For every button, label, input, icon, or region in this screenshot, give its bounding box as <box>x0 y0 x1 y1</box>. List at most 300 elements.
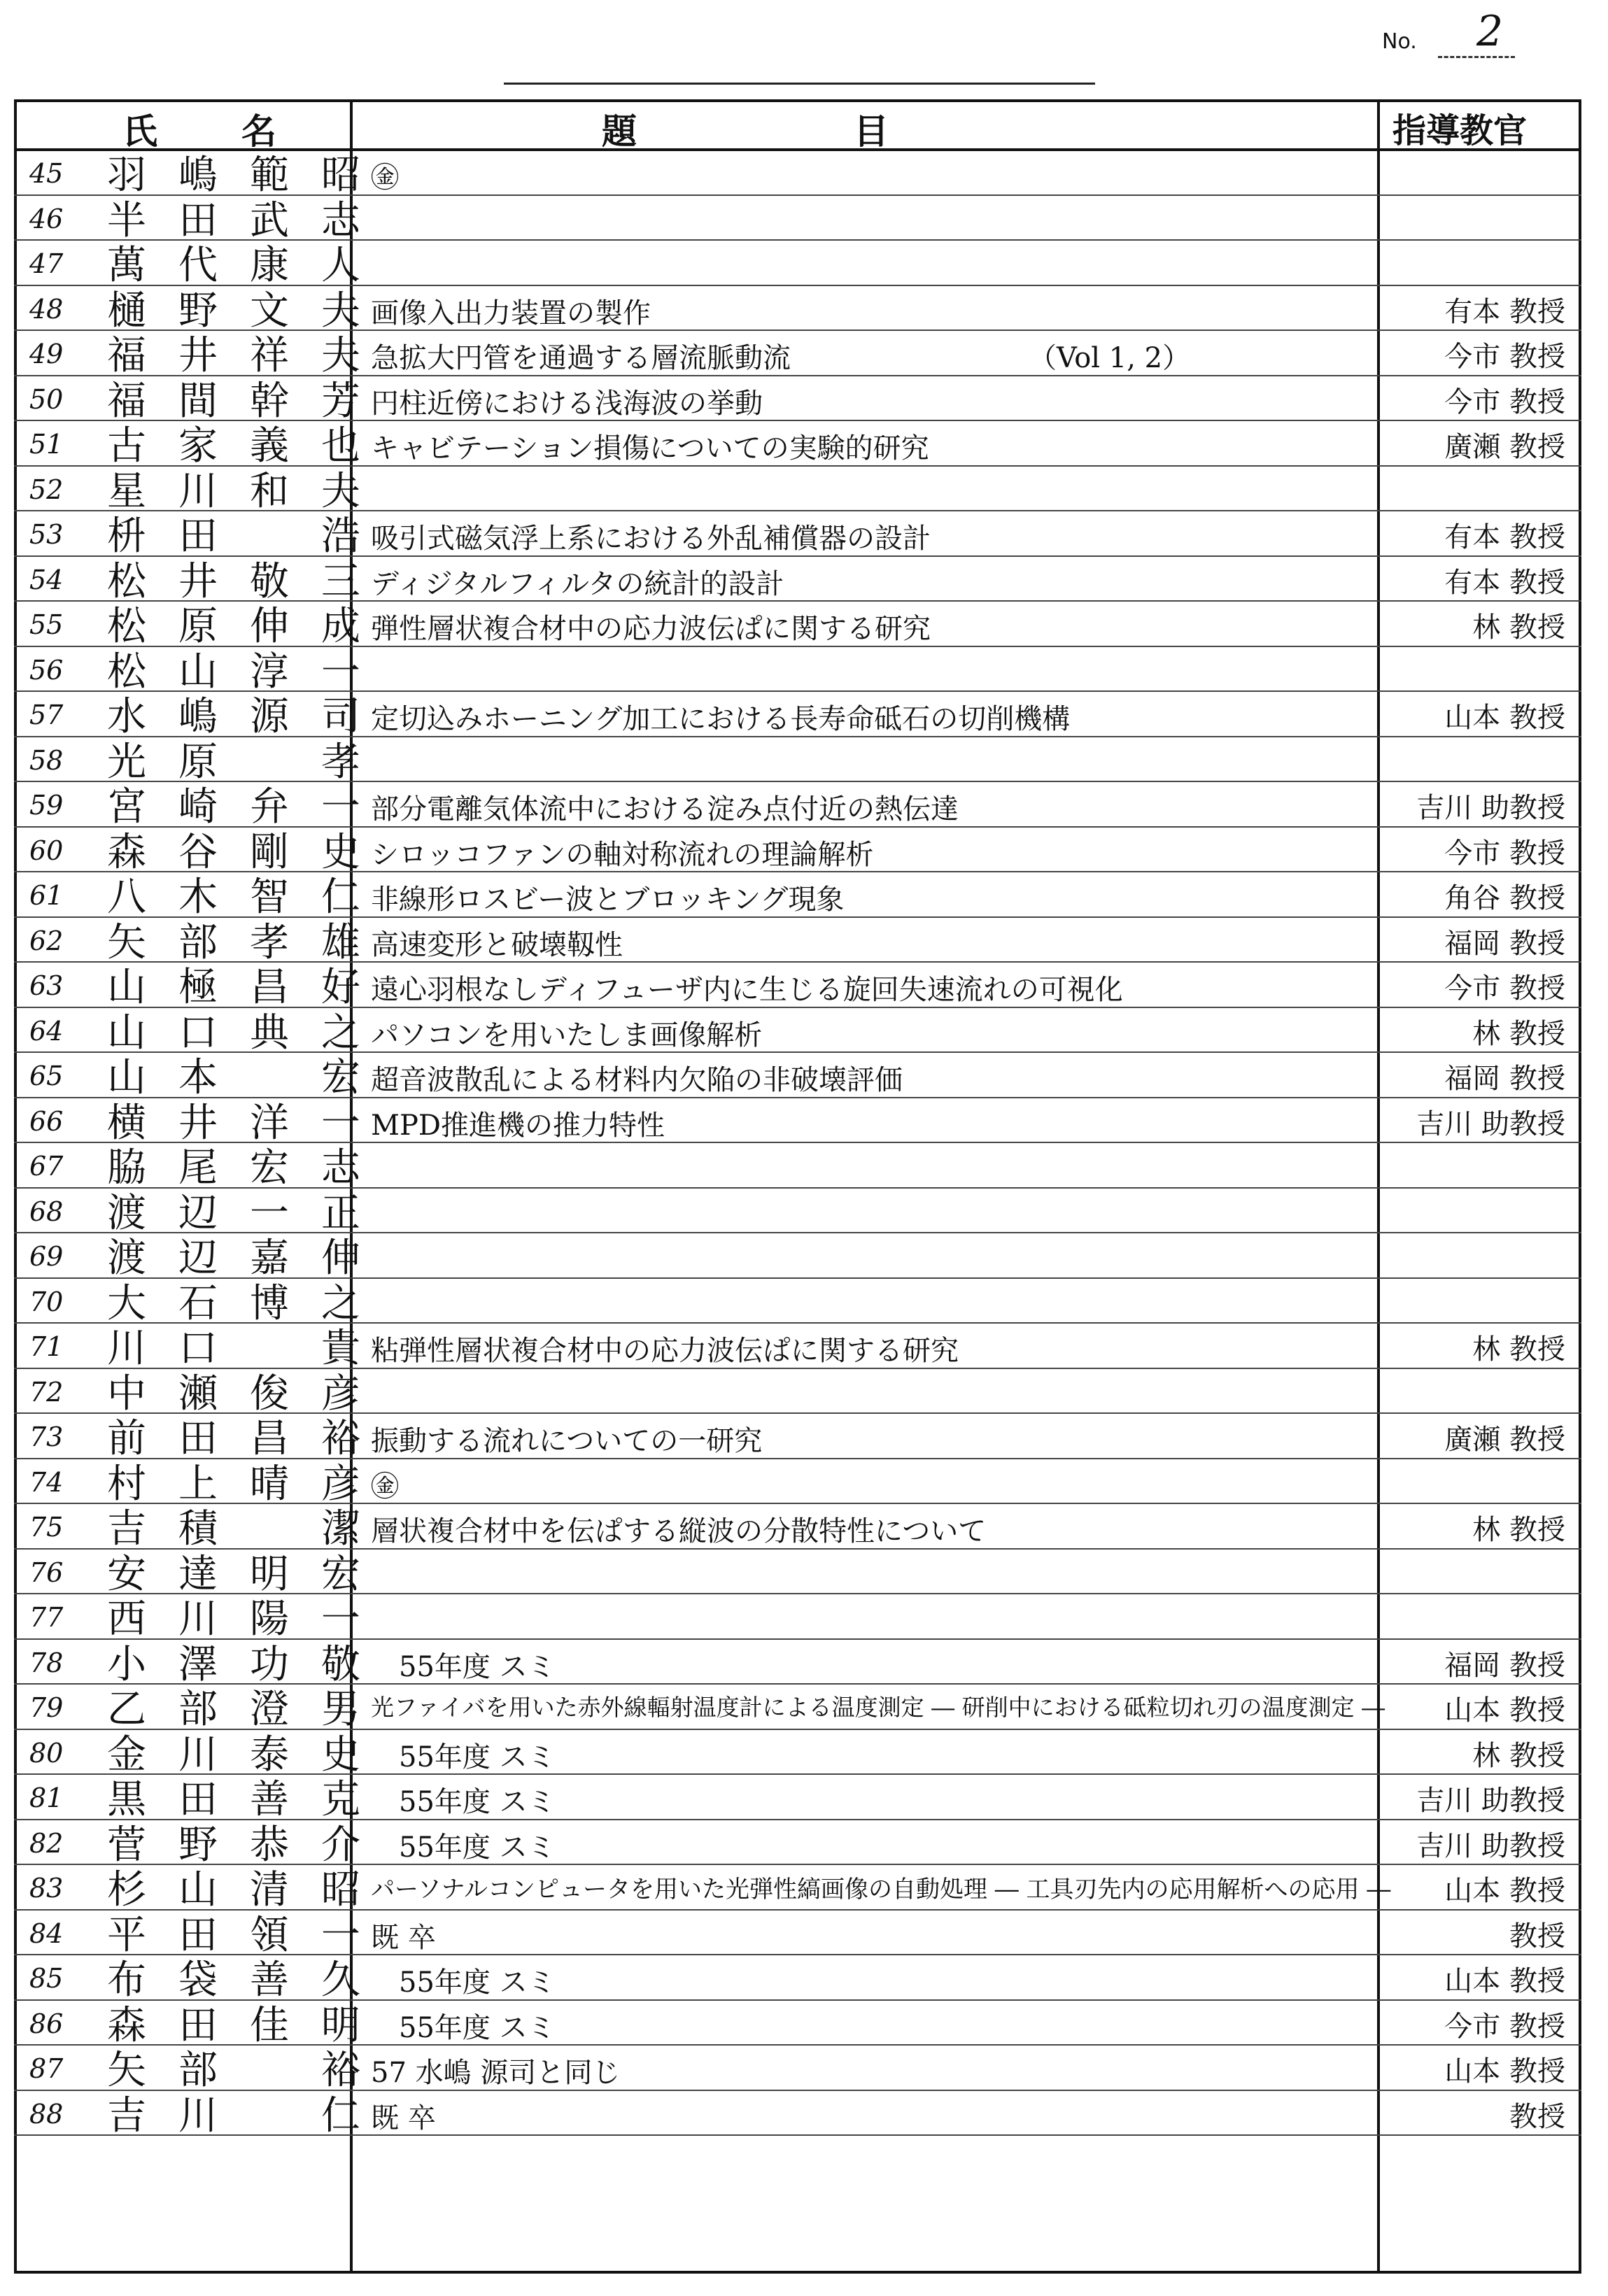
advisor: 今市 教授 <box>1444 2010 1565 2043</box>
advisor: 福岡 教授 <box>1444 1649 1565 1682</box>
advisor: 角谷 教授 <box>1444 882 1565 914</box>
name-char: 川 <box>178 2092 219 2139</box>
thesis-title: シロッコファンの軸対称流れの理論解析 <box>371 838 874 871</box>
row-number: 50 <box>29 383 64 415</box>
name-char: 典 <box>250 1009 290 1056</box>
student-name <box>105 1007 364 1056</box>
row-number: 48 <box>29 293 64 325</box>
name-char: 崎 <box>178 784 219 830</box>
name-char: 吉 <box>107 1506 148 1552</box>
student-name <box>105 330 364 378</box>
row-number: 87 <box>29 2053 64 2084</box>
name-char: 古 <box>107 423 148 469</box>
thesis-title: MPD推進機の推力特性 <box>371 1109 665 1142</box>
name-char: 嘉 <box>250 1235 290 1281</box>
thesis-title: パーソナルコンピュータを用いた光弾性縞画像の自動処理 ― 工具刃先内の応用解析への応用 ― <box>371 1876 1391 1904</box>
table-row <box>14 1142 1581 1191</box>
table-row <box>14 2045 1581 2093</box>
name-char: 夫 <box>321 468 362 514</box>
student-name <box>105 1864 364 1913</box>
page-number-label: No. <box>1382 29 1417 54</box>
name-char: 川 <box>178 468 219 514</box>
name-char: 光 <box>107 739 148 785</box>
thesis-title: 振動する流れについての一研究 <box>371 1425 763 1457</box>
row-number: 81 <box>29 1783 64 1813</box>
name-char: 石 <box>178 1280 219 1326</box>
thesis-title: 光ファイバを用いた赤外線輻射温度計による温度測定 ― 研削中における砥粒切れ刃の温度測定 ― <box>371 1694 1385 1721</box>
name-char: 口 <box>178 1009 219 1056</box>
name-char: 川 <box>178 1596 219 1642</box>
name-char: 間 <box>178 378 219 424</box>
row-number: 84 <box>29 1918 64 1949</box>
table-row <box>14 1684 1581 1732</box>
thesis-title: 既 卒 <box>371 1921 436 1954</box>
name-char: 一 <box>321 649 362 695</box>
header-title-right: 目 <box>854 111 889 152</box>
name-char: 人 <box>321 243 362 288</box>
advisor: 今市 教授 <box>1444 837 1565 870</box>
thesis-title <box>371 1284 1392 1323</box>
name-char: 脇 <box>107 1145 148 1191</box>
advisor <box>1396 1463 1578 1503</box>
thesis-title: パソコンを用いたしま画像解析 <box>371 1019 763 1051</box>
name-char: 伸 <box>321 1235 362 1281</box>
name-char: 尾 <box>178 1145 219 1191</box>
header-name-right: 名 <box>241 111 276 152</box>
thesis-title: 55年度 スミ <box>371 1967 556 1999</box>
name-char: 宮 <box>107 784 148 830</box>
name-char: 矢 <box>107 2048 148 2093</box>
row-number: 60 <box>29 835 64 866</box>
name-char: 原 <box>178 604 219 649</box>
table-row <box>14 2000 1581 2046</box>
student-name <box>105 511 364 559</box>
name-char: 菅 <box>107 1822 148 1868</box>
name-char: 敬 <box>321 1641 362 1687</box>
row-number: 82 <box>29 1827 64 1859</box>
row-number: 76 <box>29 1557 64 1588</box>
thesis-title: 既 卒 <box>371 2102 436 2134</box>
name-char: 成 <box>321 604 362 649</box>
name-char: 浩 <box>321 513 362 559</box>
name-char: 松 <box>107 649 148 695</box>
name-char: 敬 <box>250 558 290 604</box>
name-char: 祥 <box>250 333 290 378</box>
name-char: 山 <box>178 649 219 695</box>
advisor: 今市 教授 <box>1444 341 1565 373</box>
advisor: 林 教授 <box>1472 1017 1565 1050</box>
row-number: 66 <box>29 1105 64 1137</box>
advisor: 林 教授 <box>1472 1739 1565 1772</box>
advisor <box>1396 1598 1578 1638</box>
row-number: 70 <box>29 1286 64 1317</box>
name-char: 之 <box>321 1009 362 1056</box>
name-char: 弁 <box>250 784 290 830</box>
name-char: 田 <box>178 197 219 243</box>
name-char: 福 <box>107 378 148 424</box>
table-row <box>14 2090 1581 2139</box>
row-number: 67 <box>29 1151 64 1182</box>
name-char: 吉 <box>107 2092 148 2139</box>
name-char: 中 <box>107 1370 148 1417</box>
student-name <box>105 781 364 830</box>
name-char: 潔 <box>321 1506 362 1552</box>
student-name <box>105 1910 364 1958</box>
row-number: 57 <box>29 700 64 730</box>
advisor: 林 教授 <box>1472 1333 1565 1366</box>
page-number: 2 <box>1476 7 1504 56</box>
name-char: 井 <box>178 1100 219 1146</box>
student-name <box>105 195 364 243</box>
name-char: 黒 <box>107 1777 148 1822</box>
table-row <box>14 1639 1581 1685</box>
table-row <box>14 601 1581 649</box>
student-name <box>105 1368 364 1417</box>
name-char: 松 <box>107 604 148 649</box>
advisor: 吉川 助教授 <box>1416 792 1565 824</box>
table-row <box>14 1594 1581 1642</box>
student-name <box>105 1639 364 1687</box>
name-char: 袋 <box>178 1957 219 2003</box>
advisor <box>1396 1192 1578 1233</box>
name-char: 積 <box>178 1506 219 1552</box>
thesis-title: 粘弾性層状複合材中の応力波伝ぱに関する研究 <box>371 1335 959 1367</box>
student-name <box>105 1774 364 1822</box>
name-char: 横 <box>107 1100 148 1146</box>
name-char: 也 <box>321 423 362 469</box>
student-name <box>105 1549 364 1597</box>
student-name <box>105 737 364 785</box>
name-char: 本 <box>178 1055 219 1100</box>
name-char: 星 <box>107 468 148 514</box>
name-char: 昌 <box>250 965 290 1010</box>
name-char: 布 <box>107 1957 148 2003</box>
thesis-title <box>371 1374 1392 1413</box>
name-char: 佳 <box>250 2002 290 2048</box>
name-char: 杉 <box>107 1867 148 1913</box>
row-number: 61 <box>29 880 64 911</box>
row-number: 69 <box>29 1241 64 1272</box>
name-char: 文 <box>250 288 290 334</box>
row-number: 79 <box>29 1692 64 1723</box>
row-number: 45 <box>29 158 64 189</box>
name-char: 達 <box>178 1551 219 1597</box>
name-char: 伸 <box>250 604 290 649</box>
table-row <box>14 691 1581 737</box>
row-number: 62 <box>29 925 64 956</box>
student-name <box>105 1098 364 1146</box>
table-row <box>14 1007 1581 1056</box>
thesis-title: 非線形ロスビー波とブロッキング現象 <box>371 884 845 916</box>
name-char: 渡 <box>107 1235 148 1281</box>
table-row <box>14 1729 1581 1778</box>
header-advisor: 指導教官 <box>1392 111 1528 150</box>
name-char: 辺 <box>178 1190 219 1236</box>
name-char: 彦 <box>321 1461 362 1507</box>
name-char: 一 <box>321 1596 362 1642</box>
thesis-title: 超音波散乱による材料内欠陥の非破壊評価 <box>371 1064 903 1096</box>
name-char: 枡 <box>107 513 148 559</box>
name-char: 好 <box>321 965 362 1010</box>
name-char: 昭 <box>321 1867 362 1913</box>
row-number: 83 <box>29 1873 64 1904</box>
table-row <box>14 1549 1581 1597</box>
student-name <box>105 691 364 739</box>
student-name <box>105 466 364 514</box>
thesis-title: 55年度 スミ <box>371 1741 556 1773</box>
thesis-title <box>371 742 1392 781</box>
name-char: 之 <box>321 1280 362 1326</box>
name-char: 田 <box>178 513 219 559</box>
name-char: 一 <box>250 1190 290 1236</box>
table-row <box>14 1233 1581 1281</box>
name-char: 田 <box>178 1777 219 1822</box>
name-char: 夫 <box>321 333 362 378</box>
name-char: 淳 <box>250 649 290 695</box>
thesis-title: 画像入出力装置の製作 <box>371 297 651 329</box>
row-number: 56 <box>29 654 64 686</box>
name-char: 恭 <box>250 1822 290 1868</box>
name-char: 一 <box>321 784 362 830</box>
page-number-underline <box>1438 56 1515 58</box>
student-name <box>105 872 364 920</box>
name-char: 部 <box>178 919 219 965</box>
advisor: 今市 教授 <box>1444 385 1565 418</box>
name-char: 範 <box>250 153 290 198</box>
row-number: 58 <box>29 744 64 776</box>
name-char: 仁 <box>321 2092 362 2139</box>
name-char: 正 <box>321 1190 362 1236</box>
name-char: 嶋 <box>178 694 219 739</box>
student-name <box>105 827 364 875</box>
name-char: 西 <box>107 1596 148 1642</box>
name-char: 男 <box>321 1687 362 1732</box>
advisor: 山本 教授 <box>1444 1965 1565 1997</box>
row-number: 85 <box>29 1963 64 1994</box>
name-char: 樋 <box>107 288 148 334</box>
name-char: 善 <box>250 1777 290 1822</box>
name-char: 志 <box>321 197 362 243</box>
table-row <box>14 511 1581 559</box>
name-char: 渡 <box>107 1190 148 1236</box>
name-char: 克 <box>321 1777 362 1822</box>
thesis-title: 吸引式磁気浮上系における外乱補償器の設計 <box>371 523 931 555</box>
student-name <box>105 1142 364 1191</box>
name-char: 幹 <box>250 378 290 424</box>
row-number: 73 <box>29 1422 64 1452</box>
name-char: 和 <box>250 468 290 514</box>
row-number: 80 <box>29 1737 64 1769</box>
advisor <box>1396 1373 1578 1413</box>
name-char: 山 <box>107 1009 148 1056</box>
student-name <box>105 1233 364 1281</box>
advisor: 山本 教授 <box>1444 2055 1565 2088</box>
thesis-title: 57 水嶋 源司と同じ <box>371 2057 621 2089</box>
advisor: 林 教授 <box>1472 611 1565 644</box>
name-char: 宏 <box>321 1551 362 1597</box>
name-char: 小 <box>107 1641 148 1687</box>
name-char: 矢 <box>107 919 148 965</box>
table-row <box>14 1503 1581 1552</box>
thesis-title: 55年度 スミ <box>371 1786 556 1818</box>
student-name <box>105 240 364 288</box>
student-name <box>105 1188 364 1236</box>
table-row <box>14 1278 1581 1324</box>
row-number: 55 <box>29 609 64 640</box>
table-row <box>14 1955 1581 2003</box>
row-number: 59 <box>29 790 64 821</box>
name-char: 川 <box>107 1326 148 1371</box>
name-char: 極 <box>178 965 219 1010</box>
name-char: 陽 <box>250 1596 290 1642</box>
student-name <box>105 2090 364 2139</box>
name-char: 森 <box>107 829 148 875</box>
advisor <box>1396 244 1578 285</box>
advisor: 山本 教授 <box>1444 702 1565 734</box>
table-row <box>14 917 1581 963</box>
name-char: 貴 <box>321 1326 362 1371</box>
table-row <box>14 1098 1581 1146</box>
row-number: 88 <box>29 2098 64 2130</box>
table-row <box>14 1864 1581 1913</box>
row-number: 72 <box>29 1376 64 1408</box>
name-char: 野 <box>178 288 219 334</box>
name-char: 代 <box>178 243 219 288</box>
advisor <box>1396 1553 1578 1594</box>
table-row <box>14 1774 1581 1820</box>
name-char: 領 <box>250 1912 290 1958</box>
name-char: 平 <box>107 1912 148 1958</box>
name-char: 谷 <box>178 829 219 875</box>
row-number: 86 <box>29 2008 64 2039</box>
name-char: 司 <box>321 694 362 739</box>
advisor: 山本 教授 <box>1444 1875 1565 1907</box>
student-name <box>105 1278 364 1326</box>
name-char: 部 <box>178 1687 219 1732</box>
name-char: 晴 <box>250 1461 290 1507</box>
name-char: 史 <box>321 1731 362 1778</box>
table-row <box>14 827 1581 875</box>
advisor: 教授 <box>1509 1920 1565 1953</box>
name-char: 三 <box>321 558 362 604</box>
advisor: 廣瀬 教授 <box>1444 1424 1565 1456</box>
thesis-title: ㊎ <box>371 162 399 194</box>
student-name <box>105 917 364 965</box>
name-char: 村 <box>107 1461 148 1507</box>
name-char: 剛 <box>250 829 290 875</box>
student-name <box>105 2000 364 2048</box>
name-char: 萬 <box>107 243 148 288</box>
advisor <box>1396 651 1578 691</box>
name-char: 明 <box>250 1551 290 1597</box>
name-char: 俊 <box>250 1370 290 1417</box>
table-row <box>14 376 1581 424</box>
student-name <box>105 1729 364 1778</box>
name-char: 智 <box>250 874 290 920</box>
row-number: 54 <box>29 564 64 595</box>
name-char: 水 <box>107 694 148 739</box>
name-char: 宏 <box>250 1145 290 1191</box>
heading-rule <box>504 83 1095 85</box>
thesis-title <box>371 652 1392 691</box>
thesis-title <box>371 246 1392 285</box>
name-char: 宏 <box>321 1055 362 1100</box>
student-name <box>105 1955 364 2003</box>
student-name <box>105 285 364 334</box>
table-row <box>14 556 1581 602</box>
table-row <box>14 646 1581 695</box>
name-char: 野 <box>178 1822 219 1868</box>
advisor: 吉川 助教授 <box>1416 1785 1565 1817</box>
thesis-title: 55年度 スミ <box>371 2011 556 2044</box>
name-char: 澄 <box>250 1687 290 1732</box>
student-name <box>105 2045 364 2093</box>
thesis-title: 急拡大円管を通過する層流脈動流 （Vol 1, 2） <box>371 342 1191 374</box>
name-char: 田 <box>178 1912 219 1958</box>
name-char: 清 <box>250 1867 290 1913</box>
name-char: 瀬 <box>178 1370 219 1417</box>
name-char: 川 <box>178 1731 219 1778</box>
student-name <box>105 376 364 424</box>
thesis-title: 部分電離気体流中における淀み点付近の熱伝達 <box>371 793 959 825</box>
name-char: 辺 <box>178 1235 219 1281</box>
table-row <box>14 466 1581 514</box>
name-char: 一 <box>321 1100 362 1146</box>
name-char: 洋 <box>250 1100 290 1146</box>
table-row <box>14 1368 1581 1417</box>
header-name-left: 氏 <box>122 111 157 152</box>
thesis-title <box>371 1238 1392 1277</box>
name-char: 部 <box>178 2048 219 2093</box>
advisor <box>1396 741 1578 781</box>
advisor <box>1396 470 1578 511</box>
thesis-title <box>371 201 1392 240</box>
row-number: 49 <box>29 339 64 369</box>
name-char: 彦 <box>321 1370 362 1417</box>
name-char: 松 <box>107 558 148 604</box>
name-char: 原 <box>178 739 219 785</box>
student-name <box>105 1459 364 1507</box>
advisor: 吉川 助教授 <box>1416 1107 1565 1140</box>
table-row <box>14 420 1581 469</box>
row-number: 75 <box>29 1512 64 1543</box>
table-row <box>14 1052 1581 1098</box>
advisor: 吉川 助教授 <box>1416 1829 1565 1862</box>
name-char: 仁 <box>321 874 362 920</box>
name-char: 金 <box>107 1731 148 1778</box>
thesis-title: キャビテーション損傷についての実験的研究 <box>371 432 929 465</box>
row-number: 74 <box>29 1466 64 1498</box>
student-name <box>105 1820 364 1868</box>
name-char: 裕 <box>321 2048 362 2093</box>
table-row <box>14 962 1581 1010</box>
table-row <box>14 1413 1581 1459</box>
row-number: 53 <box>29 519 64 550</box>
table-row <box>14 781 1581 830</box>
student-name <box>105 1052 364 1100</box>
name-char: 嶋 <box>178 153 219 198</box>
student-name <box>105 1503 364 1552</box>
name-char: 大 <box>107 1280 148 1326</box>
student-name <box>105 150 364 198</box>
thesis-title: ㊎ <box>371 1470 399 1503</box>
name-char: 善 <box>250 1957 290 2003</box>
name-char: 康 <box>250 243 290 288</box>
name-char: 乙 <box>107 1687 148 1732</box>
advisor <box>1396 1282 1578 1323</box>
name-char: 志 <box>321 1145 362 1191</box>
student-name <box>105 962 364 1010</box>
